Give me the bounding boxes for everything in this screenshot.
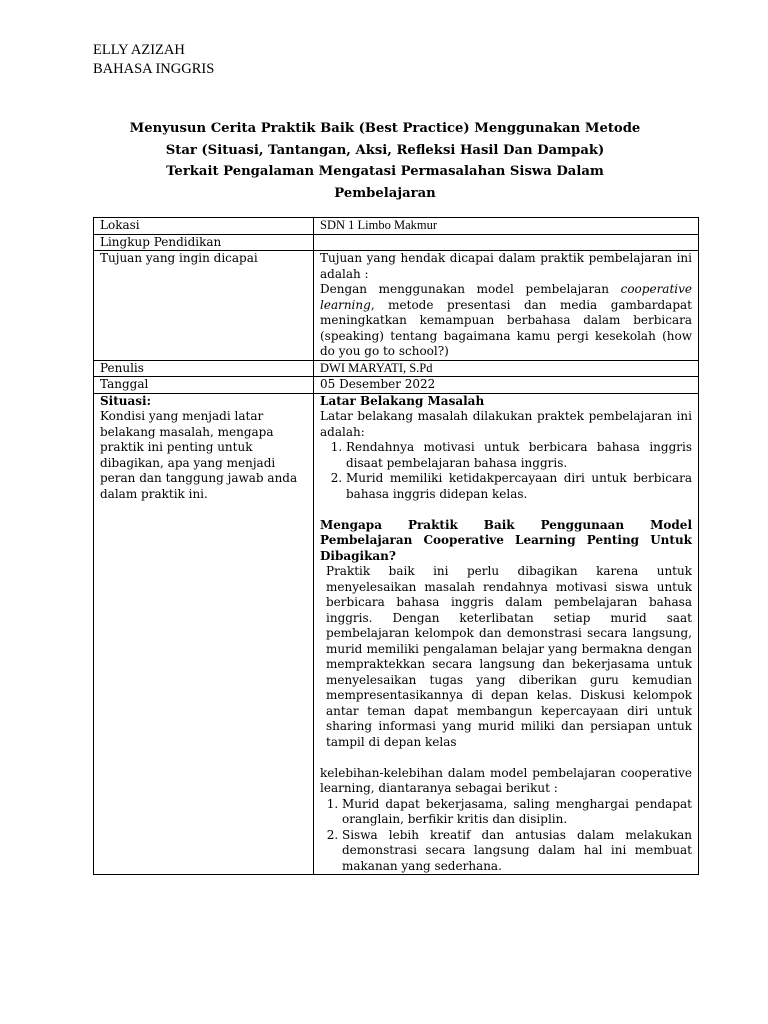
- label-penulis: Penulis: [94, 360, 314, 377]
- label-situasi: [94, 393, 314, 875]
- list-item: 2. Siswa lebih kreatif dan antusias dalam melakukan demonstrasi secara langsung dalam hal ini membuat makanan yang sederhana.: [342, 828, 692, 875]
- table-row-tanggal: [94, 377, 699, 394]
- tujuan-italic: cooperative learning: [320, 282, 692, 312]
- title-line: Terkait Pengalaman Mengatasi Permasalahan Siswa Dalam: [166, 164, 604, 179]
- list-item: 2. Murid memiliki ketidakpercayaan diri untuk berbicara bahasa inggris didepan kelas.: [346, 471, 692, 502]
- title-line: Menyusun Cerita Praktik Baik (Best Practice) Menggunakan Metode: [129, 121, 641, 136]
- document-title: [90, 118, 680, 204]
- value-tanggal: 05 Desember 2022: [314, 377, 699, 394]
- best-practice-table: [93, 217, 699, 875]
- title-line: Star (Situasi, Tantangan, Aksi, Refleksi Hasil Dan Dampak): [165, 142, 605, 158]
- value-lingkup: [314, 234, 699, 251]
- title-line: Pembelajaran: [334, 185, 436, 201]
- table-row-penulis: [94, 360, 699, 377]
- table-row-situasi: [94, 393, 699, 875]
- label-lokasi: Lokasi: [94, 218, 314, 235]
- list-item: 1. Rendahnya motivasi untuk berbicara bahasa inggris disaat pembelajaran bahasa inggris.: [346, 440, 692, 471]
- latar-list: [320, 440, 692, 502]
- mengapa-heading: Mengapa Praktik Baik Penggunaan Model Pembelajaran Cooperative Learning Penting Untuk Dibagikan?: [320, 517, 692, 563]
- table-row-lokasi: [94, 218, 699, 235]
- label-tujuan: Tujuan yang ingin dicapai: [94, 251, 314, 361]
- situasi-description: Kondisi yang menjadi latar belakang masalah, mengapa praktik ini penting untuk dibagikan, apa yang menjadi peran dan tanggung jawab anda dalam praktik ini.: [100, 409, 298, 501]
- tujuan-body: [320, 282, 692, 360]
- value-situasi: [314, 393, 699, 875]
- author-name: ELLY AZIZAH: [93, 42, 185, 58]
- tujuan-before: Dengan menggunakan model pembelajaran: [320, 282, 609, 296]
- situasi-heading: Situasi:: [100, 393, 152, 408]
- tujuan-intro: Tujuan yang hendak dicapai dalam praktik pembelajaran ini adalah :: [320, 251, 692, 281]
- latar-intro: Latar belakang masalah dilakukan praktek pembelajaran ini adalah:: [320, 409, 692, 439]
- kelebihan-list: [320, 797, 692, 875]
- value-tujuan: [314, 251, 699, 361]
- list-item: 1. Murid dapat bekerjasama, saling menghargai pendapat oranglain, berfikir kritis dan disiplin.: [342, 797, 692, 828]
- value-lokasi: SDN 1 Limbo Makmur: [314, 218, 699, 235]
- table-row-tujuan: [94, 251, 699, 361]
- label-lingkup: Lingkup Pendidikan: [94, 234, 314, 251]
- author-block: [93, 41, 214, 79]
- table-row-lingkup: [94, 234, 699, 251]
- kelebihan-intro: kelebihan-kelebihan dalam model pembelajaran cooperative learning, diantaranya sebagai berikut :: [320, 765, 692, 795]
- tujuan-after: , metode presentasi dan media gambardapat meningkatkan kemampuan berbahasa dalam berbicara (speaking) tentang bagaimana kamu pergi kesekolah (how do you go to school?): [320, 297, 692, 358]
- latar-heading: Latar Belakang Masalah: [320, 393, 485, 408]
- mengapa-text: Praktik baik ini perlu dibagikan karena untuk menyelesaikan masalah rendahnya motivasi siswa untuk berbicara bahasa inggris dalam pembelajaran bahasa inggris. Dengan keterlibatan setiap murid saat pembelajaran kelompok dan demonstrasi secara langsung, murid memiliki pengalaman belajar yang bermakna dengan mempraktekkan secara langsung dan bekerjasama untuk menyelesaikan tugas yang diberikan guru kemudian mempresentasikannya di depan kelas. Diskusi kelompok antar teman dapat membangun kepercayaan diri untuk sharing informasi yang murid miliki dan persiapan untuk tampil di depan kelas: [326, 564, 692, 749]
- label-tanggal: Tanggal: [94, 377, 314, 394]
- value-penulis: DWI MARYATI, S.Pd: [314, 360, 699, 377]
- author-subject: BAHASA INGGRIS: [93, 61, 215, 77]
